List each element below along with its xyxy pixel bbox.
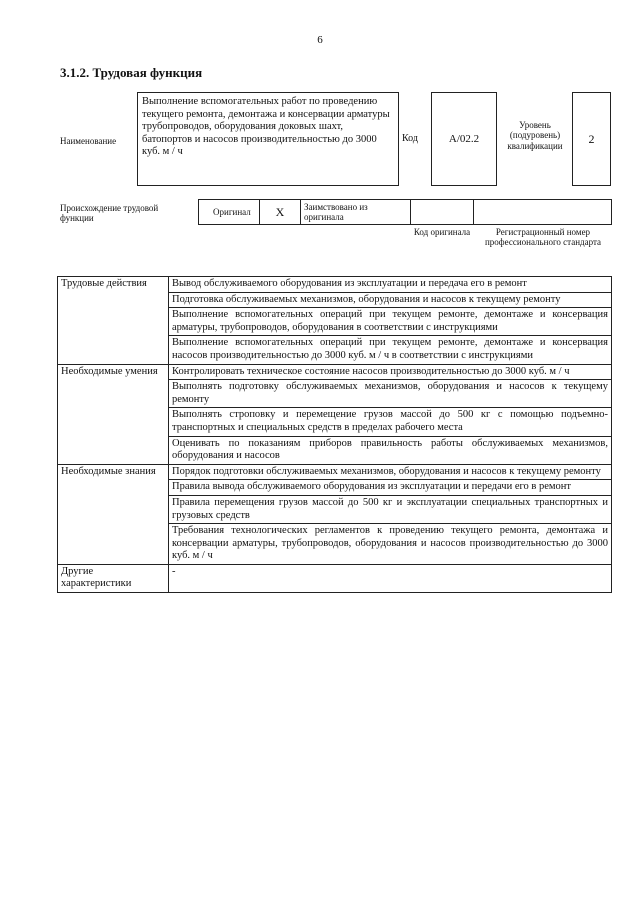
- item-cell: Выполнение вспомогательных операций при текущем ремонте, демонтаже и консервация насосов производительностью до 3000 куб. м / ч в соответствии с инструкциями: [169, 336, 612, 364]
- item-cell: Подготовка обслуживаемых механизмов, оборудования и насосов к текущему ремонту: [169, 292, 612, 308]
- table-row: [58, 564, 612, 592]
- original-label: Оригинал: [213, 207, 251, 217]
- item-cell: -: [169, 564, 612, 592]
- table-row: [58, 277, 612, 293]
- level-label: Уровень (подуровень) квалификации: [507, 120, 563, 151]
- code-original-label: Код оригинала: [413, 227, 471, 237]
- category-cell: Трудовые действия: [58, 277, 169, 365]
- code-label: Код: [402, 133, 418, 144]
- page-number: 6: [317, 34, 323, 46]
- borrowed-label: Заимствовано из оригинала: [300, 199, 411, 225]
- item-cell: Выполнение вспомогательных операций при текущем ремонте, демонтаже и консервация арматуры, трубопроводов, оборудования в соответствии с инструкциями: [169, 308, 612, 336]
- table-row: [58, 464, 612, 480]
- item-cell: Порядок подготовки обслуживаемых механизмов, оборудования и насосов к текущему ремонту: [169, 464, 612, 480]
- origin-label: Происхождение трудовой функции: [60, 203, 159, 224]
- original-label-cell: [198, 199, 260, 225]
- name-label: Наименование: [60, 136, 117, 146]
- name-value: Выполнение вспомогательных работ по проведению текущего ремонта, демонтажа и консервации арматуры трубопроводов, оборудования доковых шахт, батопортов и насосов производительностью до 3000 куб. м / ч: [137, 92, 399, 186]
- item-cell: Оценивать по показаниям приборов правильность работы обслуживаемых механизмов, оборудования и насосов: [169, 436, 612, 464]
- category-cell: Необходимые умения: [58, 364, 169, 464]
- item-cell: Правила вывода обслуживаемого оборудования из эксплуатации и передачи его в ремонт: [169, 480, 612, 496]
- original-mark: X: [259, 199, 301, 225]
- reg-number-cell: [473, 199, 612, 225]
- code-original-cell: [410, 199, 474, 225]
- category-cell: Необходимые знания: [58, 464, 169, 564]
- item-cell: Выполнять строповку и перемещение грузов массой до 500 кг с помощью подъемно-транспортных и специальных средств в пределах рабочего места: [169, 408, 612, 436]
- item-cell: Вывод обслуживаемого оборудования из эксплуатации и передача его в ремонт: [169, 277, 612, 293]
- labor-function-table: [57, 276, 612, 593]
- section-title: 3.1.2. Трудовая функция: [60, 65, 203, 80]
- item-cell: Выполнять подготовку обслуживаемых механизмов, оборудования и насосов к текущему ремонту: [169, 380, 612, 408]
- item-cell: Требования технологических регламентов к проведению текущего ремонта, демонтажа и консервации арматуры, трубопроводов, оборудования и насосов производительностью до 3000 куб. м / ч: [169, 524, 612, 565]
- item-cell: Контролировать техническое состояние насосов производительностью до 3000 куб. м / ч: [169, 364, 612, 380]
- category-cell: Другие характеристики: [58, 564, 169, 592]
- item-cell: Правила перемещения грузов массой до 500 кг и эксплуатации специальных транспортных и грузовых средств: [169, 495, 612, 523]
- level-value: 2: [572, 92, 611, 186]
- reg-number-label: Регистрационный номер профессионального стандарта: [484, 227, 602, 248]
- table-row: [58, 364, 612, 380]
- code-value: A/02.2: [431, 92, 497, 186]
